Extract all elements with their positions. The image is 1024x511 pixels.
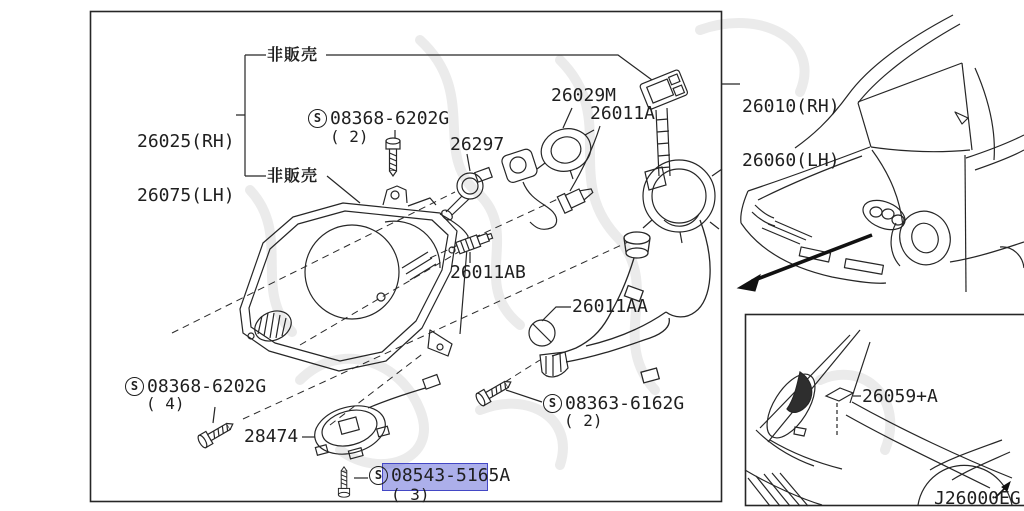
car-grille	[762, 221, 812, 244]
diagram-code: J26000EG	[934, 488, 1021, 509]
part-number: 08368-6202G	[330, 108, 450, 129]
label-lamp-unit-rh: 26025(RH)	[137, 131, 235, 152]
label-ring-26029m: 26029M	[551, 85, 617, 106]
label-lamp-unit	[137, 97, 235, 223]
label-screw-08368-2	[308, 109, 449, 128]
label-harness-26011a: 26011A	[590, 103, 656, 124]
label-headlamp-rh: 26010(RH)	[742, 96, 840, 117]
label-bulb-26011aa: 26011AA	[572, 296, 648, 317]
label-not-for-sale-bottom: 非販売	[267, 166, 319, 185]
label-not-for-sale-top: 非販売	[267, 45, 319, 64]
part-number: 08543-5165A	[391, 465, 511, 486]
label-bulb-26297: 26297	[450, 134, 505, 155]
part-number: 08363-6162G	[565, 393, 685, 414]
s-symbol-icon: S	[125, 377, 144, 396]
label-ballast-28474: 28474	[244, 426, 299, 447]
s-symbol-icon: S	[308, 109, 327, 128]
label-screw-08368-2-qty: ( 2)	[330, 127, 369, 146]
inset-marker-parallelogram	[826, 388, 853, 437]
screw-08543	[338, 467, 349, 497]
s-symbol-icon: S	[369, 466, 388, 485]
label-lamp-unit-lh: 26075(LH)	[137, 185, 235, 206]
bolt-08368-top	[386, 138, 400, 176]
bulb-26011aa-drawing	[529, 320, 555, 346]
wedge-bulb-26011ab-drawing	[456, 230, 494, 254]
igniter-socket-drawing	[500, 148, 556, 230]
car-pointer-arrow	[738, 235, 872, 291]
label-headlamp-assy	[742, 62, 840, 188]
label-bumper-marker-26059: 26059+A	[862, 386, 938, 407]
label-bulb-26011ab: 26011AB	[450, 262, 526, 283]
mount-ring-drawing	[643, 160, 722, 243]
label-screw-08363-qty: ( 2)	[564, 411, 603, 430]
part-number: 08368-6202G	[147, 376, 267, 397]
inset-bumper-closeup	[745, 330, 1012, 506]
label-screw-08543-selected[interactable]	[369, 466, 510, 485]
bolt-08368-left	[196, 418, 236, 449]
label-screw-08543-qty: ( 3)	[391, 485, 430, 504]
s-symbol-icon: S	[543, 394, 562, 413]
label-screw-08368-4-qty: ( 4)	[146, 394, 185, 413]
label-headlamp-lh: 26060(LH)	[742, 150, 840, 171]
